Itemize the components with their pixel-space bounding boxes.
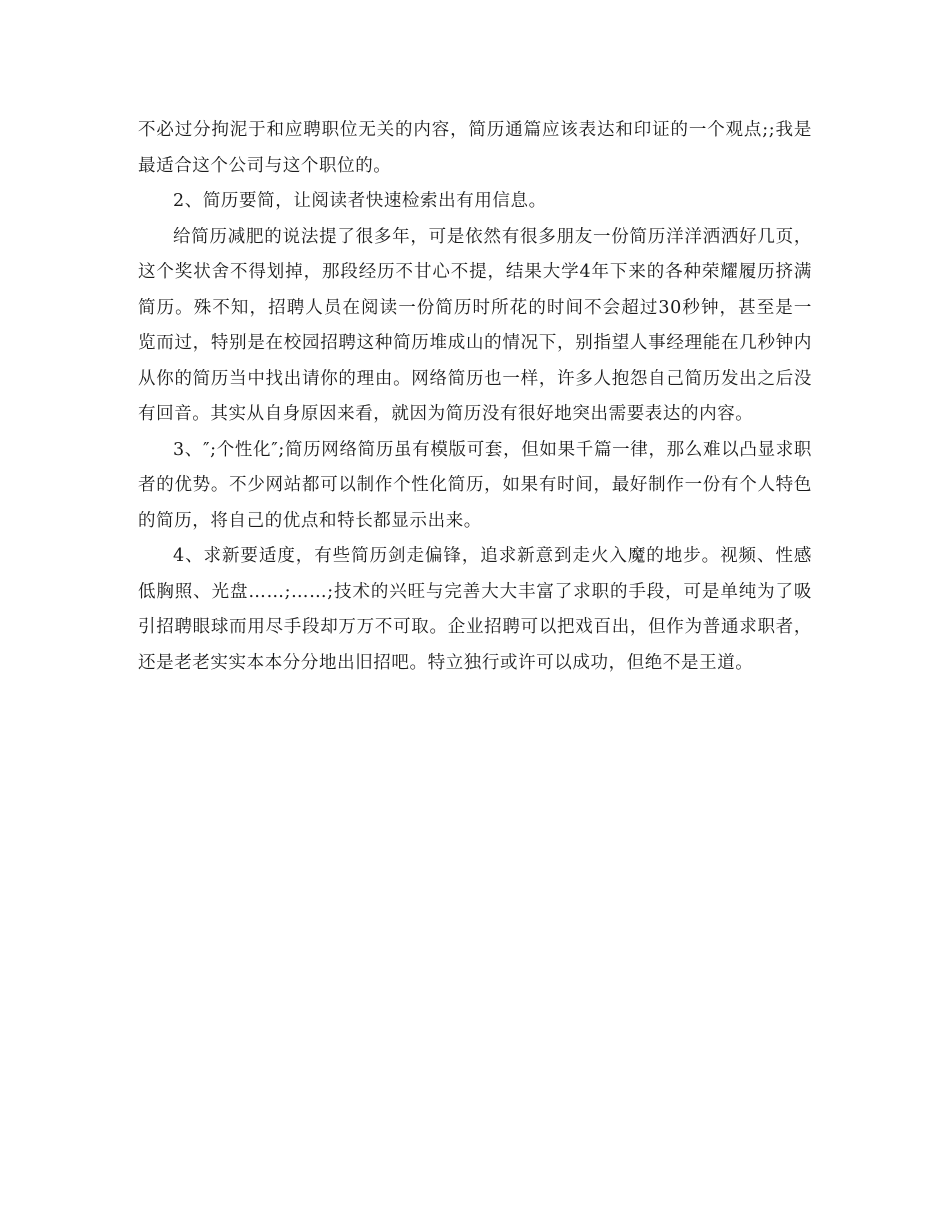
paragraph-point-2-body: 给简历减肥的说法提了很多年，可是依然有很多朋友一份简历洋洋洒洒好几页，这个奖状舍不得划掉，那段经历不甘心不提，结果大学4年下来的各种荣耀履历挤满简历。殊不知，招聘人员在阅读一份简历时所花的时间不会超过30秒钟，甚至是一览而过，特别是在校园招聘这种简历堆成山的情况下，别指望人事经理能在几秒钟内从你的简历当中找出请你的理由。网络简历也一样，许多人抱怨自己简历发出之后没有回音。其实从自身原因来看，就因为简历没有很好地突出需要表达的内容。 [138,226,812,424]
paragraph-point-3: 3、″;个性化″;简历网络简历虽有模版可套，但如果千篇一律，那么难以凸显求职者的优势。不少网站都可以制作个性化简历，如果有时间，最好制作一份有个人特色的简历，将自己的优点和特长都显示出来。 [138,439,813,531]
document-body [138,113,812,681]
paragraph-point-4: 4、求新要适度，有些简历剑走偏锋，追求新意到走火入魔的地步。视频、性感低胸照、光盘……;……;技术的兴旺与完善大大丰富了求职的手段，可是单纯为了吸引招聘眼球而用尽手段却万万不可取。企业招聘可以把戏百出，但作为普通求职者，还是老老实实本本分分地出旧招吧。特立独行或许可以成功，但绝不是王道。 [138,546,812,673]
paragraph-point-2-heading: 2、简历要简，让阅读者快速检索出有用信息。 [173,191,547,211]
paragraph-continuation: 不必过分拘泥于和应聘职位无关的内容，简历通篇应该表达和印证的一个观点;;我是最适合这个公司与这个职位的。 [138,120,812,176]
